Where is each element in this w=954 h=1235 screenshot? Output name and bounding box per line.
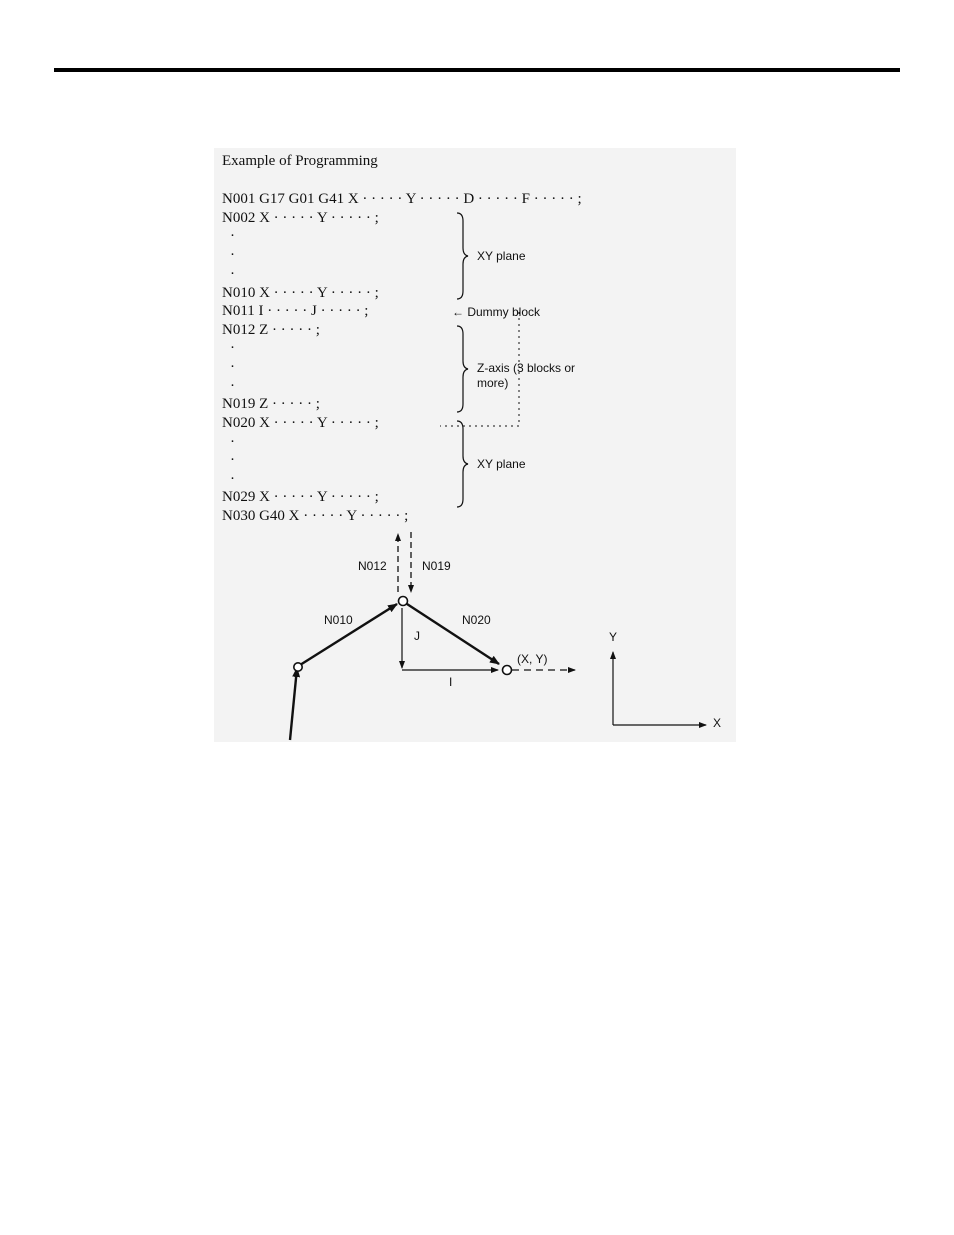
program-ellipsis: · <box>230 359 235 375</box>
figure-title: Example of Programming <box>222 153 378 169</box>
program-line-n010: N010 X · · · · · Y · · · · · ; <box>222 285 379 301</box>
j-vector-label: J <box>414 629 420 643</box>
brace-z-axis <box>457 326 468 412</box>
approach-arrow <box>290 668 297 740</box>
xy-plane-label-1: XY plane <box>477 249 526 263</box>
y-axis-label: Y <box>609 630 618 644</box>
n019-path-label: N019 <box>422 559 451 573</box>
program-ellipsis: · <box>230 247 235 263</box>
program-line-n019: N019 Z · · · · · ; <box>222 396 320 412</box>
program-ellipsis: · <box>230 471 235 487</box>
z-axis-label-line1: Z-axis (3 blocks or <box>477 361 576 375</box>
n010-path-label: N010 <box>324 613 353 627</box>
program-ellipsis: · <box>230 434 235 450</box>
corner-point <box>399 597 408 606</box>
program-ellipsis: · <box>230 228 235 244</box>
i-vector-label: I <box>449 675 453 689</box>
program-ellipsis: · <box>230 452 235 468</box>
n012-path-label: N012 <box>358 559 387 573</box>
program-line-n011: N011 I · · · · · J · · · · · ; <box>222 303 369 319</box>
program-line-n001: N001 G17 G01 G41 X · · · · · Y · · · · · D · · · · · F · · · · · ; <box>222 191 582 207</box>
xy-point-label: (X, Y) <box>517 652 548 666</box>
n010-path-arrow <box>300 604 397 665</box>
program-line-n012: N012 Z · · · · · ; <box>222 322 320 338</box>
program-ellipsis: · <box>230 266 235 282</box>
program-ellipsis: · <box>230 378 235 394</box>
program-line-n002: N002 X · · · · · Y · · · · · ; <box>222 210 379 226</box>
xy-plane-label-2: XY plane <box>477 457 526 471</box>
program-line-n020: N020 X · · · · · Y · · · · · ; <box>222 415 379 431</box>
n020-path-label: N020 <box>462 613 491 627</box>
z-axis-label-line2: more) <box>477 376 509 390</box>
brace-xy-plane-2 <box>457 421 468 507</box>
brace-xy-plane-1 <box>457 213 468 299</box>
dummy-block-connector <box>440 312 519 426</box>
x-axis-label: X <box>713 716 722 730</box>
start-point <box>294 663 302 671</box>
program-line-n029: N029 X · · · · · Y · · · · · ; <box>222 489 379 505</box>
program-line-n030: N030 G40 X · · · · · Y · · · · · ; <box>222 508 409 524</box>
n020-path-arrow <box>407 604 499 664</box>
program-ellipsis: · <box>230 340 235 356</box>
dummy-block-label: ← Dummy block <box>452 305 541 319</box>
xy-end-point <box>503 666 512 675</box>
